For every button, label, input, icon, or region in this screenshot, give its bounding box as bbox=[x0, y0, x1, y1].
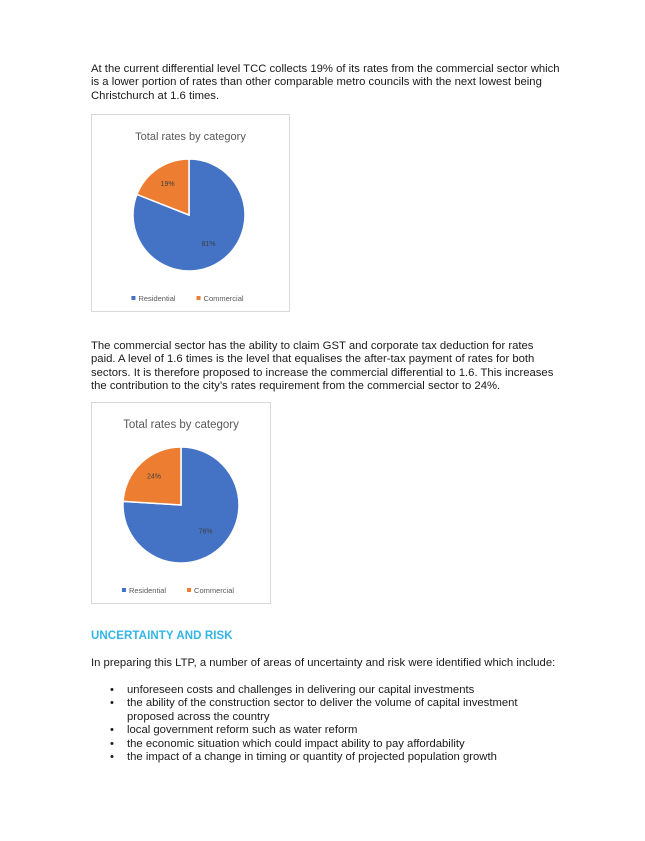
bullet-icon: • bbox=[110, 751, 114, 764]
bullet-icon: • bbox=[110, 697, 114, 710]
bullet-icon: • bbox=[110, 737, 114, 750]
chart-legend bbox=[131, 294, 243, 303]
list-item-text: local government reform such as water reform bbox=[127, 724, 358, 737]
list-item-text: the ability of the construction sector to deliver the volume of capital investment proposed across the country bbox=[127, 697, 518, 723]
list-item-text: unforeseen costs and challenges in delivering our capital investments bbox=[127, 684, 475, 696]
bullet-icon: • bbox=[110, 684, 114, 696]
bullet-icon: • bbox=[110, 724, 114, 737]
list-item-text: the impact of a change in timing or quantity of projected population growth bbox=[127, 751, 497, 764]
legend-label-residential: Residential bbox=[128, 586, 167, 595]
list-item bbox=[91, 751, 561, 764]
legend-label-residential: Residential bbox=[138, 294, 176, 303]
chart-legend bbox=[122, 586, 234, 595]
data-label-commercial: 19% bbox=[160, 181, 175, 189]
legend-label-commercial: Commercial bbox=[203, 294, 244, 303]
section-heading-uncertainty-risk: UNCERTAINTY AND RISK bbox=[91, 630, 233, 642]
list-item bbox=[91, 697, 561, 724]
chart-title: Total rates by category bbox=[123, 419, 239, 431]
paragraph-uncertainty-intro: In preparing this LTP, a number of areas of uncertainty and risk were identified which include: bbox=[91, 657, 556, 669]
data-label-commercial: 24% bbox=[146, 473, 162, 481]
data-label-residential: 76% bbox=[198, 528, 213, 536]
list-item bbox=[91, 684, 561, 697]
legend-swatch-residential bbox=[122, 588, 126, 592]
paragraph-current-differential: At the current differential level TCC collects 19% of its rates from the commercial sector which is a lower portion of rates than other comparable metro councils with the next lowest being Christchurch at 1.6 times. bbox=[91, 63, 560, 102]
list-item bbox=[91, 738, 561, 751]
pie-chart-svg bbox=[92, 115, 289, 311]
data-label-residential: 81% bbox=[201, 241, 216, 249]
list-item bbox=[91, 724, 561, 737]
pie-chart-proposed bbox=[91, 402, 271, 604]
legend-swatch-commercial bbox=[187, 588, 191, 592]
pie-chart-svg bbox=[92, 403, 270, 603]
legend-label-commercial: Commercial bbox=[194, 586, 235, 595]
legend-swatch-residential bbox=[131, 296, 135, 300]
pie-chart-current bbox=[91, 114, 290, 312]
risk-list bbox=[91, 684, 561, 764]
list-item-text: the economic situation which could impact ability to pay affordability bbox=[127, 737, 465, 750]
legend-swatch-commercial bbox=[197, 296, 201, 300]
chart-title: Total rates by category bbox=[135, 131, 246, 143]
paragraph-commercial-proposal: The commercial sector has the ability to claim GST and corporate tax deduction for rates paid. A level of 1.6 times is the level that equalises the after-tax payment of rates for both sectors. It is therefore proposed to increase the commercial differential to 1.6. This increases the contribution to the city’s rates requirement from the commercial sector to 24%. bbox=[91, 340, 554, 393]
